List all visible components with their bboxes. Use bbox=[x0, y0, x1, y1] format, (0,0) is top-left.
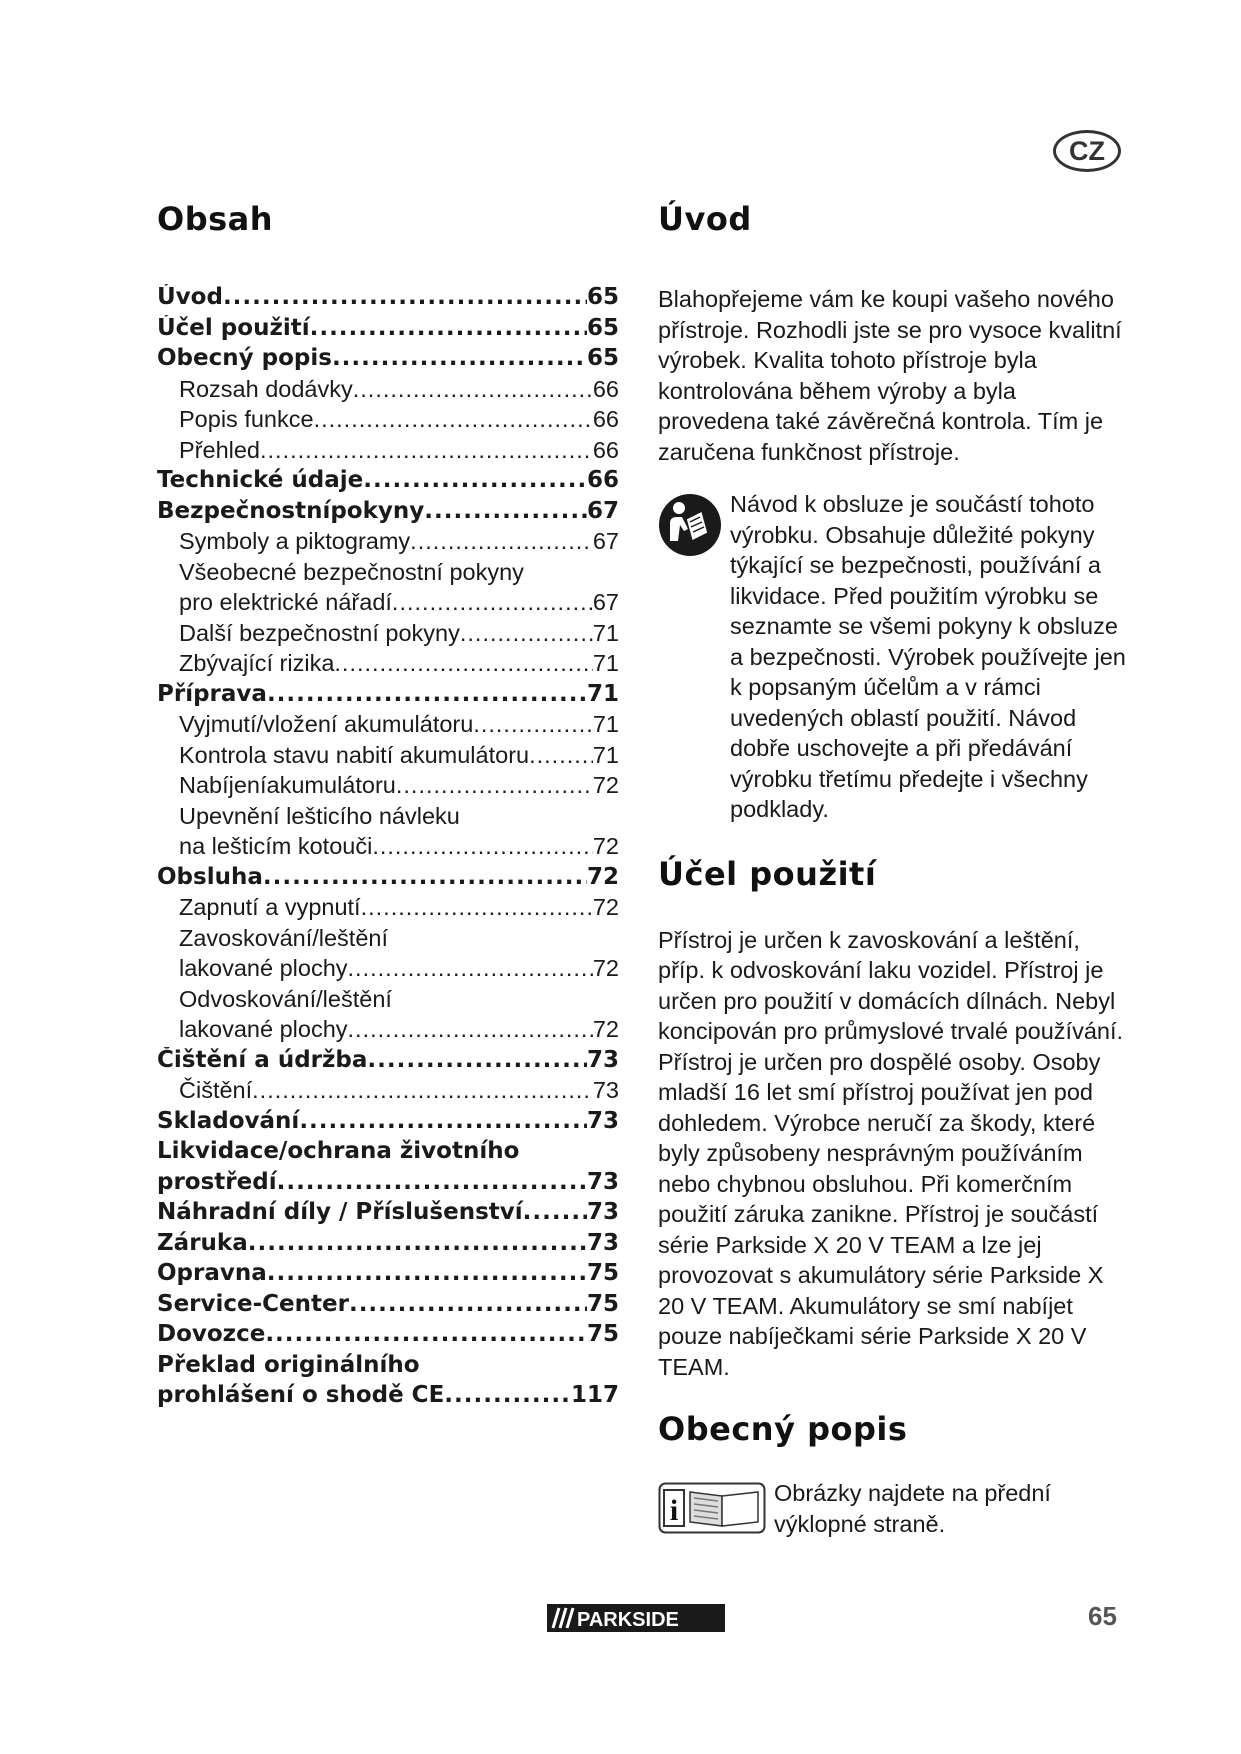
toc-entry bbox=[157, 986, 619, 1017]
toc-leader-dots bbox=[277, 1169, 587, 1195]
toc-entry-title: Skladování bbox=[157, 1107, 300, 1134]
toc-entry bbox=[157, 803, 619, 834]
toc-entry-title: Odvoskování/leštění bbox=[179, 985, 392, 1012]
intended-use-paragraph: Přístroj je určen k zavoskování a leštění, příp. k odvoskování laku vozidel. Přístroj je určen pro použití v domácích dílnách. Nebyl koncipován pro průmyslové trvalé používání. Přístroj je určen pro dospělé osoby. Osoby mladší 16 let smí přístroj používat jen pod dohledem. Výrobce neručí za škody, které byly způsobeny nesprávným používáním nebo chybnou obsluhou. Při komerčním použití záruka zanikne. Přístroj je součástí série Parkside X 20 V TEAM a lze jej provozovat s akumulátory série Parkside X 20 V TEAM. Akumulátory se smí nabíjet pouze nabíječkami série Parkside X 20 V TEAM. bbox=[658, 926, 1124, 1380]
toc-entry-page: 73 bbox=[586, 1199, 619, 1225]
toc-entry bbox=[157, 864, 619, 895]
toc-entry bbox=[157, 894, 619, 925]
toc-entry-title: Náhradní díly / Příslušenství bbox=[157, 1199, 523, 1225]
toc-entry bbox=[157, 1138, 619, 1169]
toc-leader-dots bbox=[392, 589, 593, 616]
intended-use-heading: Účel použití bbox=[658, 854, 877, 893]
toc-entry bbox=[157, 650, 619, 681]
info-book-icon bbox=[658, 1482, 766, 1534]
toc-entry-title: Přehled bbox=[179, 436, 260, 463]
toc-leader-dots bbox=[267, 1260, 587, 1286]
toc-entry-title: Popis funkce bbox=[179, 406, 314, 432]
toc-entry bbox=[157, 1291, 619, 1322]
toc-leader-dots bbox=[314, 406, 593, 433]
toc-entry-title: Obsluha bbox=[157, 863, 263, 890]
toc-entry-page: 65 bbox=[586, 314, 619, 341]
toc-leader-dots bbox=[444, 1382, 571, 1408]
table-of-contents bbox=[157, 200, 619, 1413]
toc-entry-title: Úvod bbox=[157, 284, 223, 310]
toc-entry-page: 73 bbox=[586, 1046, 619, 1073]
toc-entry-page: 72 bbox=[592, 1016, 619, 1042]
toc-entry bbox=[157, 559, 619, 590]
toc-leader-dots bbox=[349, 1291, 587, 1317]
toc-entry-title: lakované plochy bbox=[179, 1016, 348, 1042]
toc-entry bbox=[157, 589, 619, 620]
toc-entry-page: 72 bbox=[592, 955, 619, 981]
toc-leader-dots bbox=[372, 833, 593, 860]
toc-entry-title: lakované plochy bbox=[179, 955, 348, 981]
content-column bbox=[658, 200, 1128, 1539]
toc-entry-title: Kontrola stavu nabití akumulátoru bbox=[179, 741, 530, 768]
toc-entry-page: 67 bbox=[592, 589, 619, 615]
toc-entry-title: Zavoskování/leštění bbox=[179, 924, 388, 951]
toc-entry bbox=[157, 1169, 619, 1200]
toc-entry-title: Rozsah dodávky bbox=[179, 375, 353, 402]
toc-entry-title: Vyjmutí/vložení akumulátoru bbox=[179, 711, 474, 737]
toc-entry bbox=[157, 925, 619, 956]
toc-leader-dots bbox=[410, 528, 593, 555]
read-manual-icon bbox=[658, 493, 722, 557]
fold-out-notice bbox=[658, 1478, 1128, 1539]
toc-entry bbox=[157, 1321, 619, 1352]
toc-entry bbox=[157, 467, 619, 498]
toc-entry-page: 75 bbox=[586, 1260, 619, 1286]
toc-entry-title: Čištění bbox=[179, 1077, 253, 1103]
toc-entry-page: 66 bbox=[592, 436, 619, 463]
toc-entry-page: 71 bbox=[592, 741, 619, 768]
toc-entry-title: Všeobecné bezpečnostní pokyny bbox=[179, 558, 524, 585]
toc-leader-dots bbox=[267, 681, 587, 707]
toc-entry-page: 73 bbox=[586, 1168, 619, 1195]
toc-entry-page: 72 bbox=[586, 863, 619, 890]
toc-entry-page: 72 bbox=[592, 772, 619, 798]
toc-entry-title: Příprava bbox=[157, 680, 267, 707]
toc-entry-title: Technické údaje bbox=[157, 467, 364, 493]
toc-entry-title: Zapnutí a vypnutí bbox=[179, 894, 361, 920]
toc-entry-page: 73 bbox=[586, 1229, 619, 1256]
manual-notice bbox=[658, 489, 1128, 825]
toc-entry-title: Dovozce bbox=[157, 1321, 266, 1347]
toc-entry bbox=[157, 1047, 619, 1078]
toc-entry-title: Upevnění lešticího návleku bbox=[179, 802, 460, 829]
toc-entry-page: 65 bbox=[586, 345, 619, 371]
toc-entry-page: 117 bbox=[570, 1382, 619, 1408]
toc-entry-page: 73 bbox=[586, 1107, 619, 1134]
toc-entry-page: 73 bbox=[592, 1077, 619, 1103]
toc-entry bbox=[157, 742, 619, 773]
toc-leader-dots bbox=[396, 772, 593, 799]
toc-list bbox=[157, 284, 619, 1413]
toc-entry-title: prohlášení o shodě CE bbox=[157, 1382, 445, 1408]
toc-leader-dots bbox=[332, 345, 587, 371]
toc-leader-dots bbox=[310, 315, 587, 341]
toc-entry bbox=[157, 1199, 619, 1230]
toc-entry bbox=[157, 345, 619, 376]
toc-entry bbox=[157, 681, 619, 712]
toc-entry bbox=[157, 1077, 619, 1108]
intro-paragraph: Blahopřejeme vám ke koupi vašeho nového přístroje. Rozhodli jste se pro vysoce kvalitní výrobek. Kvalita tohoto přístroje byla kontrolována během výroby a byla provedena také závěrečná kontrola. Tím je zaručena funkčnost přístroje. bbox=[658, 286, 1122, 465]
toc-entry bbox=[157, 315, 619, 346]
toc-leader-dots bbox=[348, 1016, 593, 1043]
toc-leader-dots bbox=[263, 864, 587, 890]
toc-entry-title: Záruka bbox=[157, 1229, 248, 1256]
toc-entry-title: Bezpečnostnípokyny bbox=[157, 497, 425, 524]
toc-entry-page: 75 bbox=[586, 1290, 619, 1317]
toc-entry bbox=[157, 772, 619, 803]
toc-entry bbox=[157, 498, 619, 529]
toc-leader-dots bbox=[265, 1321, 587, 1347]
toc-entry-title: Likvidace/ochrana životního bbox=[157, 1138, 520, 1164]
toc-entry-page: 67 bbox=[586, 497, 619, 524]
toc-entry-page: 71 bbox=[592, 650, 619, 676]
intro-heading: Úvod bbox=[658, 200, 752, 238]
toc-entry bbox=[157, 1230, 619, 1261]
toc-leader-dots bbox=[460, 620, 593, 647]
fold-out-notice-text: Obrázky najdete na přední výklopné straně. bbox=[774, 1480, 1051, 1537]
toc-leader-dots bbox=[223, 284, 587, 310]
toc-entry-title: Překlad originálního bbox=[157, 1351, 420, 1378]
toc-leader-dots bbox=[367, 1047, 587, 1073]
toc-entry bbox=[157, 620, 619, 651]
toc-entry bbox=[157, 1352, 619, 1383]
toc-entry-page: 66 bbox=[592, 406, 619, 432]
toc-entry-title: Opravna bbox=[157, 1260, 267, 1286]
toc-leader-dots bbox=[248, 1230, 587, 1256]
toc-entry bbox=[157, 406, 619, 437]
toc-entry-page: 71 bbox=[586, 680, 619, 707]
toc-entry-title: Service-Center bbox=[157, 1290, 349, 1317]
toc-entry bbox=[157, 955, 619, 986]
toc-entry-page: 71 bbox=[592, 619, 619, 646]
toc-entry-page: 72 bbox=[592, 894, 619, 920]
toc-leader-dots bbox=[361, 894, 593, 921]
toc-leader-dots bbox=[353, 376, 593, 403]
toc-entry-title: Zbývající rizika bbox=[179, 650, 335, 676]
toc-entry-page: 65 bbox=[586, 284, 619, 310]
toc-entry bbox=[157, 1016, 619, 1047]
toc-entry bbox=[157, 711, 619, 742]
brand-name: PARKSIDE bbox=[577, 1609, 679, 1631]
toc-entry-title: Obecný popis bbox=[157, 345, 332, 371]
toc-entry bbox=[157, 1108, 619, 1139]
toc-entry-title: Nabíjeníakumulátoru bbox=[179, 772, 396, 798]
toc-entry-title: Symboly a piktogramy bbox=[179, 528, 411, 554]
toc-leader-dots bbox=[424, 498, 587, 524]
toc-heading: Obsah bbox=[157, 200, 274, 238]
toc-leader-dots bbox=[473, 711, 593, 738]
toc-entry-title: na lešticím kotouči bbox=[179, 833, 373, 859]
toc-leader-dots bbox=[260, 437, 593, 464]
toc-entry-title: Účel použití bbox=[157, 314, 310, 341]
toc-entry-page: 66 bbox=[592, 375, 619, 402]
manual-notice-text: Návod k obsluze je součástí tohoto výrobku. Obsahuje důležité pokyny týkající se bezpečnosti, používání a likvidace. Před použitím výrobku se seznamte se všemi pokyny k obsluze a bezpečnosti. Výrobek používejte jen k popsaným účelům a v rámci uvedených oblastí použití. Návod dobře uschovejte a při předávání výrobku třetímu předejte i všechny podklady. bbox=[730, 491, 1126, 822]
toc-leader-dots bbox=[363, 467, 587, 493]
toc-entry-title: prostředí bbox=[157, 1168, 277, 1195]
svg-text:i: i bbox=[669, 1494, 679, 1527]
toc-entry-page: 72 bbox=[592, 833, 619, 859]
language-badge: CZ bbox=[1053, 130, 1121, 172]
toc-entry bbox=[157, 1260, 619, 1291]
toc-entry bbox=[157, 284, 619, 315]
toc-entry-page: 71 bbox=[592, 711, 619, 737]
toc-entry bbox=[157, 1382, 619, 1413]
page-number: 65 bbox=[1088, 1601, 1117, 1631]
toc-leader-dots bbox=[523, 1199, 587, 1225]
toc-entry-page: 75 bbox=[586, 1321, 619, 1347]
toc-entry-title: pro elektrické nářadí bbox=[179, 589, 392, 615]
toc-leader-dots bbox=[529, 742, 593, 769]
toc-entry-title: Další bezpečnostní pokyny bbox=[179, 619, 460, 646]
toc-leader-dots bbox=[299, 1108, 587, 1134]
toc-entry bbox=[157, 833, 619, 864]
toc-leader-dots bbox=[252, 1077, 593, 1104]
toc-leader-dots bbox=[348, 955, 593, 982]
toc-entry bbox=[157, 528, 619, 559]
toc-entry-page: 67 bbox=[592, 528, 619, 554]
parkside-logo bbox=[547, 1604, 725, 1632]
toc-entry-page: 66 bbox=[586, 467, 619, 493]
toc-entry bbox=[157, 437, 619, 468]
general-description-heading: Obecný popis bbox=[658, 1410, 908, 1448]
toc-entry-title: Čištění a údržba bbox=[157, 1046, 368, 1073]
toc-leader-dots bbox=[334, 650, 592, 677]
toc-entry bbox=[157, 376, 619, 407]
